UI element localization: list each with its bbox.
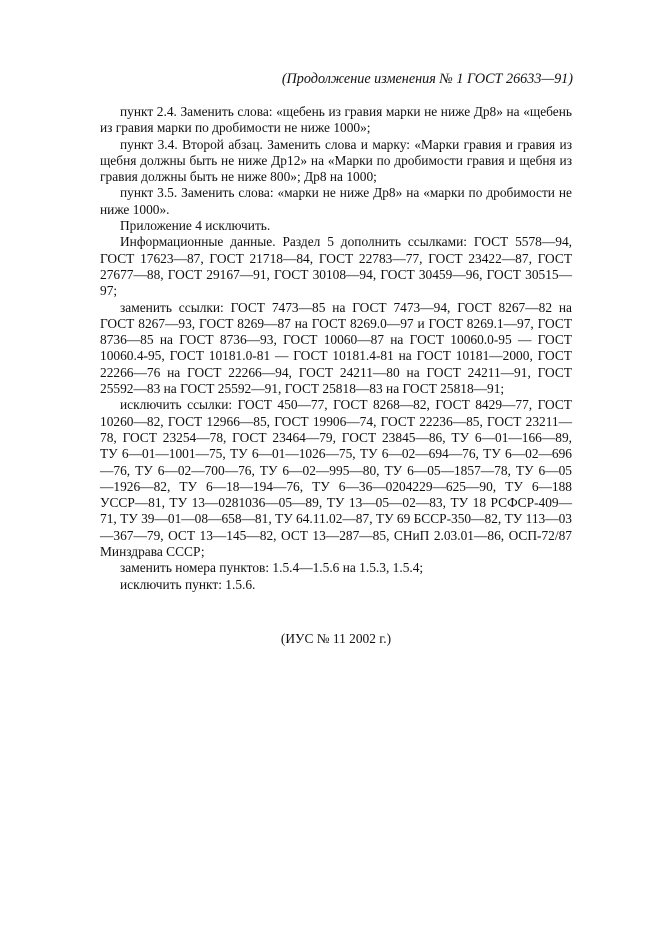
paragraph-item-3-5: пункт 3.5. Заменить слова: «марки не ниже Др8» на «марки по дробимости не ниже 1000». [100,185,572,217]
paragraph-exclude-item: исключить пункт: 1.5.6. [120,576,256,592]
paragraph-replace-references: заменить ссылки: ГОСТ 7473—85 на ГОСТ 7473—94, ГОСТ 8267—82 на ГОСТ 8267—93, ГОСТ 8269—87 на ГОСТ 8269.0—97 и ГОСТ 8269.1—97, ГОСТ 8736—85 на ГОСТ 8736—93, ГОСТ 10060—87 на ГОСТ 10060.0-95 — ГОСТ 10060.4-95, ГОСТ 10181.0-81 — ГОСТ 10181.4-81 на ГОСТ 10181—2000, ГОСТ 22266—76 на ГОСТ 22266—94, ГОСТ 24211—80 на ГОСТ 24211—91, ГОСТ 25592—83 на ГОСТ 25592—91, ГОСТ 25818—83 на ГОСТ 25818—91; [100,299,572,397]
publication-note: (ИУС № 11 2002 г.) [280,631,392,646]
running-header: (Продолжение изменения № 1 ГОСТ 26633—91) [281,71,573,87]
paragraph-exclude-references: исключить ссылки: ГОСТ 450—77, ГОСТ 8268—82, ГОСТ 8429—77, ГОСТ 10260—82, ГОСТ 12966—85, ГОСТ 19906—74, ГОСТ 22236—85, ГОСТ 23211—78, ГОСТ 23254—78, ГОСТ 23464—79, ГОСТ 23845—86, ТУ 6—01—166—89, ТУ 6—01—1001—75, ТУ 6—01—1026—75, ТУ 6—02—694—76, ТУ 6—02—696—76, ТУ 6—02—700—76, ТУ 6—02—995—80, ТУ 6—05—1857—78, ТУ 6—05—1926—82, ТУ 6—18—194—76, ТУ 6—36—0204229—625—90, ТУ 6—188 УССР—81, ТУ 13—0281036—05—89, ТУ 13—05—02—83, ТУ 18 РСФСР-409—71, ТУ 39—01—08—658—81, ТУ 64.11.02—87, ТУ 69 БССР-350—82, ТУ 113—03—367—79, ОСТ 13—145—82, ОСТ 13—287—85, СНиП 2.03.01—86, ОСП-72/87 Минздрава СССР; [100,397,572,560]
paragraph-renumber-items: заменить номера пунктов: 1.5.4—1.5.6 на 1.5.3, 1.5.4; [120,560,424,576]
paragraph-item-2-4: пункт 2.4. Заменить слова: «щебень из гравия марки не ниже Др8» на «щебень из гравия марки по дробимости не ниже 1000»; [100,104,572,136]
paragraph-info-data: Информационные данные. Раздел 5 дополнить ссылками: ГОСТ 5578—94, ГОСТ 17623—87, ГОСТ 21718—84, ГОСТ 22783—77, ГОСТ 23422—87, ГОСТ 27677—88, ГОСТ 29167—91, ГОСТ 30108—94, ГОСТ 30459—96, ГОСТ 30515—97; [100,234,572,299]
paragraph-item-3-4: пункт 3.4. Второй абзац. Заменить слова и марку: «Марки гравия и гравия из щебня должны быть не ниже Др12» на «Марки по дробимости гравия и щебня из гравия должны быть не ниже 800»; Др8 на 1000; [100,136,572,185]
paragraph-appendix-4: Приложение 4 исключить. [120,218,271,234]
amendment-text [100,104,572,593]
